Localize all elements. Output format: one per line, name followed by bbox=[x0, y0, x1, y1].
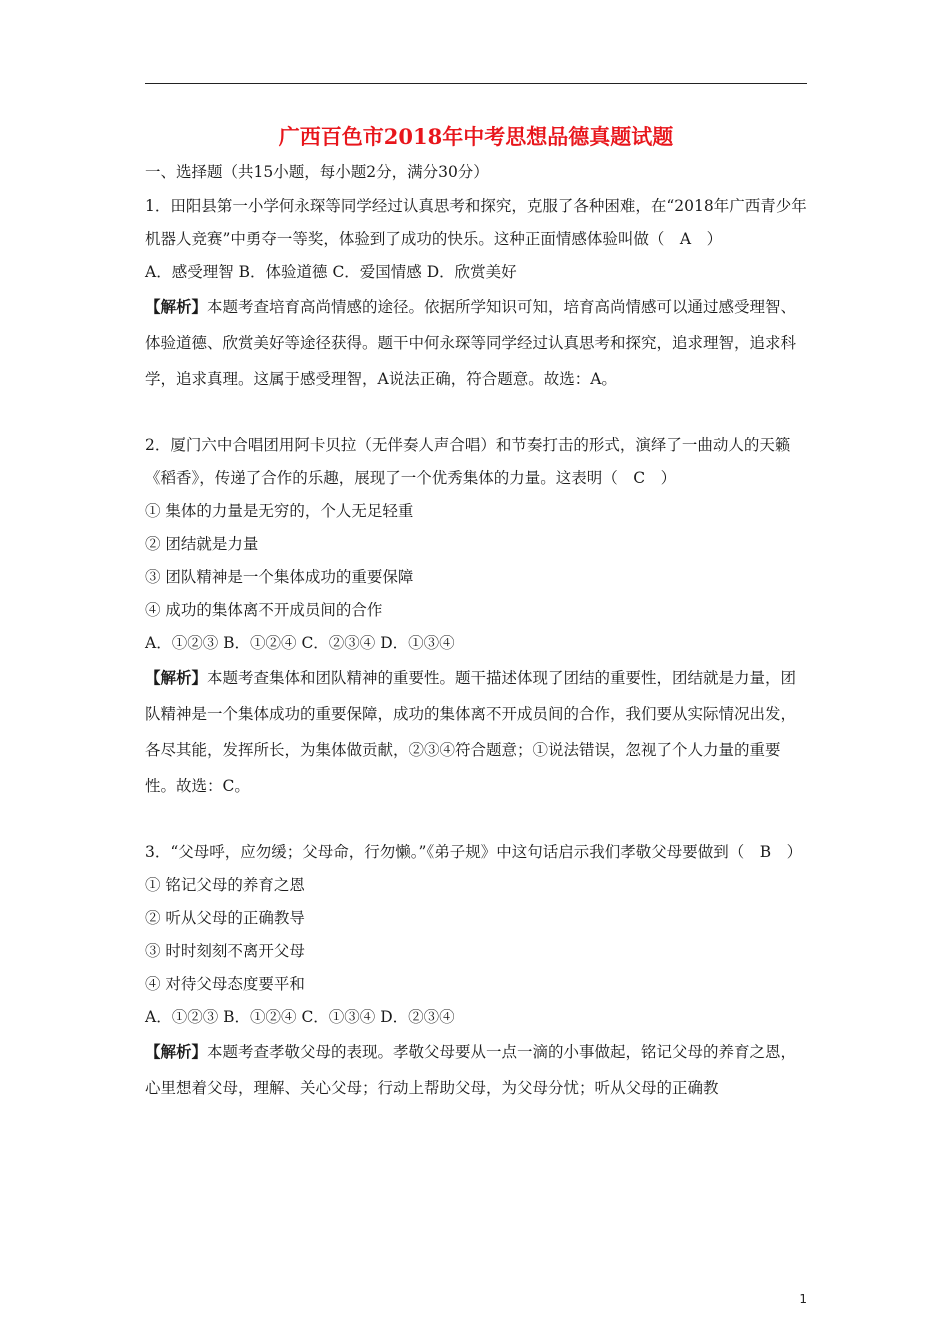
statement-item: ③ 时时刻刻不离开父母 bbox=[145, 942, 305, 960]
question-analysis bbox=[145, 660, 807, 804]
statement-item: ③ 团队精神是一个集体成功的重要保障 bbox=[145, 568, 414, 586]
analysis-text: 本题考查集体和团队精神的重要性。题干描述体现了团结的重要性，团结就是力量，团队精神是一个集体成功的重要保障，成功的集体离不开成员间的合作，我们要从实际情况出发，各尽其能，发挥所长，为集体做贡献，②③④符合题意；①说法错误，忽视了个人力量的重要性。故选：C。 bbox=[145, 669, 797, 795]
analysis-text: 本题考查培育高尚情感的途径。依据所学知识可知，培育高尚情感可以通过感受理智、体验道德、欣赏美好等途径获得。题干中何永琛等同学经过认真思考和探究，追求理智，追求科学，追求真理。这属于感受理智，A说法正确，符合题意。故选：A。 bbox=[145, 298, 797, 388]
question-stem: 2．厦门六中合唱团用阿卡贝拉（无伴奏人声合唱）和节奏打击的形式，演绎了一曲动人的天籁《稻香》，传递了合作的乐趣，展现了一个优秀集体的力量。这表明（ C ） bbox=[145, 436, 791, 487]
question-stem: 1．田阳县第一小学何永琛等同学经过认真思考和探究，克服了各种困难，在“2018年广西青少年机器人竞赛”中勇夺一等奖，体验到了成功的快乐。这种正面情感体验叫做（ A ） bbox=[145, 197, 807, 248]
analysis-tag: 【解析】 bbox=[145, 1042, 208, 1061]
statement-item: ① 铭记父母的养育之恩 bbox=[145, 876, 305, 894]
header-rule bbox=[145, 83, 807, 84]
question-options: A．①②③ B．①②④ C．②③④ D．①③④ bbox=[145, 634, 455, 652]
question-1 bbox=[145, 190, 807, 397]
section-heading: 一、选择题（共15小题，每小题2分，满分30分） bbox=[145, 163, 489, 181]
question-analysis bbox=[145, 1034, 807, 1106]
question-options: A．①②③ B．①②④ C．①③④ D．②③④ bbox=[145, 1008, 455, 1026]
analysis-tag: 【解析】 bbox=[145, 668, 208, 687]
question-analysis bbox=[145, 289, 807, 397]
statement-item: ④ 成功的集体离不开成员间的合作 bbox=[145, 601, 383, 619]
page-title: 广西百色市2018年中考思想品德真题试题 bbox=[278, 124, 674, 149]
statement-item: ② 团结就是力量 bbox=[145, 535, 259, 553]
document-body bbox=[145, 158, 807, 1106]
question-2 bbox=[145, 429, 807, 804]
statement-item: ④ 对待父母态度要平和 bbox=[145, 975, 305, 993]
question-options: A．感受理智 B．体验道德 C．爱国情感 D．欣赏美好 bbox=[145, 263, 517, 281]
analysis-text: 本题考查孝敬父母的表现。孝敬父母要从一点一滴的小事做起，铭记父母的养育之恩，心里想着父母，理解、关心父母；行动上帮助父母，为父母分忧；听从父母的正确教 bbox=[145, 1043, 797, 1097]
statement-item: ② 听从父母的正确教导 bbox=[145, 909, 305, 927]
statement-item: ① 集体的力量是无穷的，个人无足轻重 bbox=[145, 502, 414, 520]
analysis-tag: 【解析】 bbox=[145, 297, 208, 316]
page-number: 1 bbox=[799, 1292, 807, 1306]
question-stem: 3．“父母呼，应勿缓；父母命，行勿懒。”《弟子规》中这句话启示我们孝敬父母要做到（ B ） bbox=[145, 843, 803, 861]
question-3 bbox=[145, 836, 807, 1106]
